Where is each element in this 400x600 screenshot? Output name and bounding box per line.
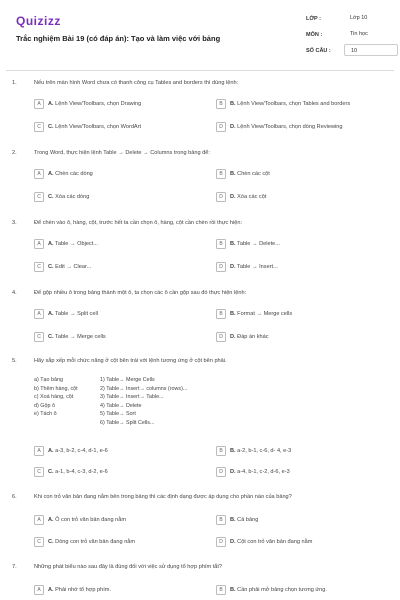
option-lead: D. — [230, 468, 236, 475]
option-letter: C — [34, 122, 44, 132]
option-lead: B. — [230, 240, 236, 247]
option-letter: D — [216, 192, 226, 202]
match-right-item: 2) Table→ Insert→ columns (rows)... — [100, 385, 188, 392]
option-letter: C — [34, 467, 44, 477]
question-number: 7. — [12, 564, 17, 570]
option-letter: B — [216, 446, 226, 456]
option-text: Table → Merge cells — [55, 333, 106, 340]
option-lead: C. — [48, 123, 54, 130]
option-lead: C. — [48, 468, 54, 475]
option-lead: D. — [230, 193, 236, 200]
option-lead: C. — [48, 263, 54, 270]
class-value: Lớp 10 — [350, 15, 368, 21]
match-left-item: c) Xoá hàng, cột — [34, 394, 74, 400]
option-letter: C — [34, 537, 44, 547]
option-lead: A. — [48, 100, 54, 107]
option-lead: A. — [48, 310, 54, 317]
option-text: Table → Delete... — [237, 240, 280, 247]
option-text: Cột con trỏ văn bản đang nằm — [237, 538, 313, 545]
quizizz-logo: Quizizz — [16, 14, 61, 28]
question-number: 4. — [12, 290, 17, 296]
question-text: Nếu trên màn hình Word chưa có thanh công cụ Tables and borders thì dùng lệnh: — [34, 80, 239, 86]
option-lead: B. — [230, 310, 236, 317]
option-letter: A — [34, 239, 44, 249]
option-lead: D. — [230, 333, 236, 340]
header-divider — [6, 70, 394, 71]
option-letter: D — [216, 122, 226, 132]
match-left-column — [34, 376, 78, 419]
question-text: Trong Word, thực hiện lệnh Table → Delete → Columns trong bảng để: — [34, 150, 210, 156]
option-letter: A — [34, 99, 44, 109]
option-text: Lệnh View/Toolbars, chọn dòng Reviewing — [237, 123, 343, 130]
option-lead: C. — [48, 333, 54, 340]
option-letter: C — [34, 262, 44, 272]
option-lead: A. — [48, 447, 54, 454]
option-lead: B. — [230, 516, 236, 523]
option-lead: B. — [230, 447, 236, 454]
option-letter: D — [216, 537, 226, 547]
question-text: Những phát biểu nào sau đây là đúng đối với việc sử dụng tổ hợp phím tắt? — [34, 564, 223, 570]
option-letter: D — [216, 262, 226, 272]
question-number: 3. — [12, 220, 17, 226]
option-text: Chèn các dòng — [55, 170, 93, 177]
quiz-title: Trắc nghiệm Bài 19 (có đáp án): Tạo và làm việc với bảng — [16, 34, 221, 43]
option-letter: B — [216, 585, 226, 595]
match-left-item: d) Gộp ô — [34, 402, 55, 409]
question-text: Để gộp nhiều ô trong bảng thành một ô, ta chọn các ô cần gộp sau đó thực hiện lệnh: — [34, 290, 247, 296]
option-letter: B — [216, 309, 226, 319]
option-text: Lệnh View/Toolbars, chọn WordArt — [55, 123, 142, 130]
option-lead: A. — [48, 170, 54, 177]
option-letter: A — [34, 309, 44, 319]
option-lead: D. — [230, 123, 236, 130]
subject-value: Tin học — [350, 31, 368, 37]
option-text: Edit → Clear... — [55, 263, 92, 270]
option-letter: D — [216, 332, 226, 342]
option-letter: C — [34, 192, 44, 202]
option-text: Xóa các dòng — [55, 193, 90, 200]
option-letter: B — [216, 239, 226, 249]
option-text: Phải nhớ tổ hợp phím. — [55, 586, 112, 593]
subject-row — [306, 28, 398, 42]
option-lead: B. — [230, 100, 236, 107]
option-lead: B. — [230, 170, 236, 177]
option-lead: A. — [48, 586, 54, 593]
option-lead: D. — [230, 538, 236, 545]
option-text: Dòng con trỏ văn bản đang nằm — [55, 538, 136, 545]
option-letter: A — [34, 446, 44, 456]
count-label: SỐ CÂU : — [306, 48, 331, 54]
class-row — [306, 12, 398, 26]
option-text: Ô con trỏ văn bản đang nằm — [55, 516, 127, 523]
option-text: a-2, b-1, c-6, d- 4, e-3 — [237, 447, 292, 454]
option-text: Đáp án khác — [237, 333, 269, 340]
option-text: Xóa các cột — [237, 193, 267, 200]
question-text: Khi con trỏ văn bản đang nằm bên trong bảng thì các định dạng được áp dụng cho phần nào của bảng? — [34, 494, 292, 500]
option-text: Table → Object... — [55, 240, 98, 247]
match-right-item: 6) Table→ Split Cells... — [100, 419, 155, 426]
option-letter: A — [34, 169, 44, 179]
option-text: Cả bảng — [237, 516, 259, 523]
question-number: 1. — [12, 80, 17, 86]
match-right-item: 1) Table→ Merge Cells — [100, 377, 155, 383]
option-lead: A. — [48, 516, 54, 523]
match-right-item: 5) Table→ Sort — [100, 411, 136, 417]
option-letter: A — [34, 585, 44, 595]
option-text: a-3, b-2, c-4, d-1, e-6 — [55, 447, 108, 454]
question-text: Để chèn vào ô, hàng, cột, trước hết ta cần chọn ô, hàng, cột cần chèn rồi thực hiện: — [34, 220, 242, 226]
question-number: 2. — [12, 150, 17, 156]
subject-label: MÔN : — [306, 32, 323, 38]
count-value: 10 — [344, 44, 398, 56]
option-text: Format → Merge cells — [237, 310, 293, 317]
option-lead: C. — [48, 193, 54, 200]
match-left-item: b) Thêm hàng, cột — [34, 385, 78, 392]
option-lead: D. — [230, 263, 236, 270]
question-number: 6. — [12, 494, 17, 500]
question-text: Hãy sắp xếp mỗi chức năng ở cột bên trái với lệnh tương ứng ở cột bên phải. — [34, 358, 227, 364]
option-text: Cần phải mở bảng chọn tương ứng. — [237, 586, 327, 593]
option-letter: C — [34, 332, 44, 342]
question-number: 5. — [12, 358, 17, 364]
option-text: Chèn các cột — [237, 170, 270, 177]
match-right-item: 4) Table→ Delete — [100, 402, 142, 409]
option-lead: A. — [48, 240, 54, 247]
option-lead: B. — [230, 586, 236, 593]
match-left-item: e) Tách ô — [34, 411, 57, 417]
option-text: Lệnh View/Toolbars, chọn Drawing — [55, 100, 142, 107]
option-letter: A — [34, 515, 44, 525]
option-text: a-4, b-1, c-2, d-6, e-3 — [237, 468, 290, 475]
match-left-item: a) Tạo bảng — [34, 377, 63, 383]
match-right-column — [100, 376, 187, 427]
quiz-header — [10, 10, 390, 66]
option-text: a-1, b-4, c-3, d-2, e-6 — [55, 468, 108, 475]
option-letter: B — [216, 515, 226, 525]
option-letter: D — [216, 467, 226, 477]
option-lead: C. — [48, 538, 54, 545]
option-letter: B — [216, 99, 226, 109]
option-text: Lệnh View/Toolbars, chọn Tables and borders — [237, 100, 351, 107]
match-right-item: 3) Table→ Insert→ Table... — [100, 394, 164, 400]
option-text: Table → Insert... — [237, 263, 278, 270]
count-row — [306, 44, 398, 58]
option-text: Table → Split cell — [55, 310, 98, 317]
class-label: LỚP : — [306, 16, 321, 22]
option-letter: B — [216, 169, 226, 179]
